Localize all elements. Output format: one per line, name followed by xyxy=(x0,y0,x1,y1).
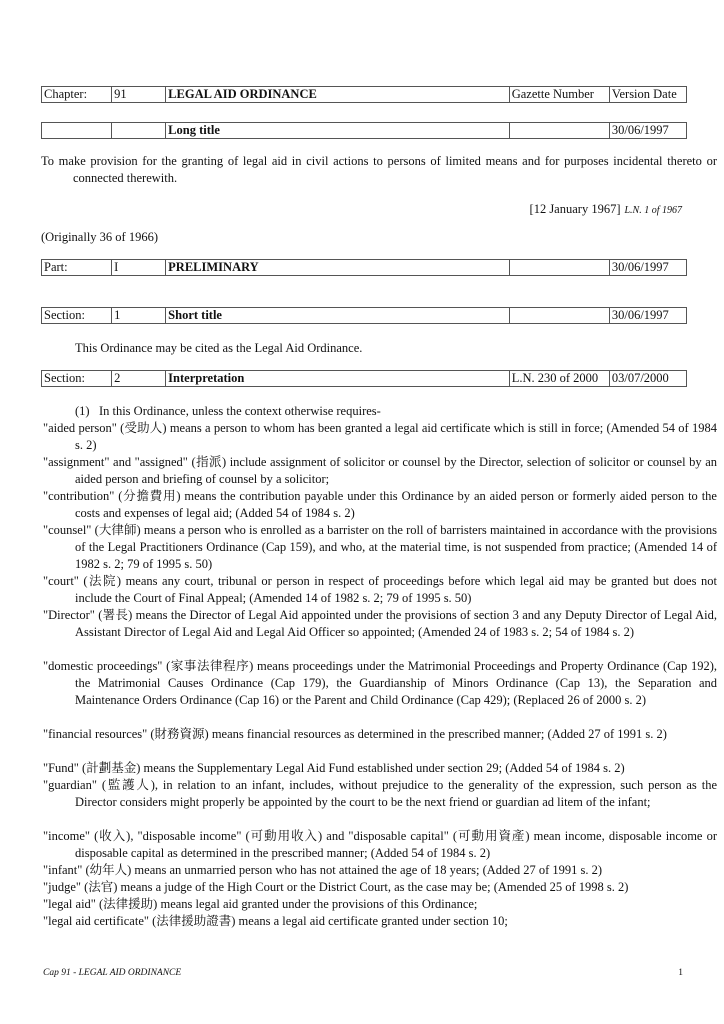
ordinance-title: LEGAL AID ORDINANCE xyxy=(166,87,510,103)
long-title-label xyxy=(42,123,112,139)
definition-guardian: "guardian" (監護人), in relation to an infant, includes, without prejudice to the generality of the expression, such person as the Director considers might properly be appointed by the court to be the next friend or guardian ad litem of the infant; xyxy=(43,778,717,809)
definition-fund: "Fund" (計劃基金) means the Supplementary Legal Aid Fund established under section 29; (Added 54 of 1984 s. 2) xyxy=(43,761,625,775)
long-title-text: To make provision for the granting of legal aid in civil actions to persons of limited means and for purposes incidental thereto or connected therewith. xyxy=(41,154,717,185)
long-title-heading: Long title xyxy=(166,123,510,139)
part-date: 30/06/1997 xyxy=(609,260,686,276)
long-title-gazette xyxy=(509,123,609,139)
definition-financial-resources: "financial resources" (財務資源) means financial resources as determined in the prescribed manner; (Added 27 of 1991 s. 2) xyxy=(43,727,667,741)
definition-director: "Director" (署長) means the Director of Legal Aid appointed under the provisions of section 3 and any Deputy Director of Legal Aid, Assistant Director of Legal Aid and Legal Aid Officer so appointed; (Amended 24 of 1983 s. 2; 54 of 1984 s. 2) xyxy=(43,608,717,639)
section2-gazette: L.N. 230 of 2000 xyxy=(509,371,609,387)
long-title-table xyxy=(41,122,687,139)
section1-date: 30/06/1997 xyxy=(609,308,686,324)
section1-number: 1 xyxy=(112,308,166,324)
section2-label: Section: xyxy=(42,371,112,387)
section2-title: Interpretation xyxy=(166,371,510,387)
definition-court: "court" (法院) means any court, tribunal or person in respect of proceedings before which legal aid may be granted but does not include the Court of Final Appeal; (Amended 14 of 1982 s. 2; 79 of 1995 s. 50) xyxy=(43,574,717,605)
commencement-ln: L.N. 1 of 1967 xyxy=(624,205,682,216)
part-gazette xyxy=(509,260,609,276)
section1-table xyxy=(41,307,687,324)
section2-date: 03/07/2000 xyxy=(609,371,686,387)
version-date-header: Version Date xyxy=(609,87,686,103)
section1-label: Section: xyxy=(42,308,112,324)
chapter-label: Chapter: xyxy=(42,87,112,103)
definition-infant: "infant" (幼年人) means an unmarried person who has not attained the age of 18 years; (Added 27 of 1991 s. 2) xyxy=(43,863,603,877)
definition-domestic-proceedings: "domestic proceedings" (家事法律程序) means proceedings under the Matrimonial Proceedings and Property Ordinance (Cap 192), the Matrimonial Causes Ordinance (Cap 179), the Guardianship of Minors Ordinance (Cap 13), the Separation and Maintenance Orders Ordinance (Cap 16) or the Parent and Child Ordinance (Cap 429); (Replaced 26 of 2000 s. 2) xyxy=(43,659,717,707)
section2-intro: (1) In this Ordinance, unless the context otherwise requires- xyxy=(75,404,381,418)
definition-legal-aid-certificate: "legal aid certificate" (法律援助證書) means a legal aid certificate granted under section 10; xyxy=(43,914,508,928)
part-table xyxy=(41,259,687,276)
definition-counsel: "counsel" (大律師) means a person who is enrolled as a barrister on the roll of barristers maintained in accordance with the provisions of the Legal Practitioners Ordinance (Cap 159), and who, at the material time, is not suspended from practice; (Amended 14 of 1982 s. 2; 79 of 1995 s. 50) xyxy=(43,523,717,571)
section1-gazette xyxy=(509,308,609,324)
gazette-number-header: Gazette Number xyxy=(509,87,609,103)
commencement-date: [12 January 1967] xyxy=(529,202,621,216)
chapter-number: 91 xyxy=(112,87,166,103)
footer-title: Cap 91 - LEGAL AID ORDINANCE xyxy=(43,968,182,978)
chapter-header-table xyxy=(41,86,687,103)
part-number: I xyxy=(112,260,166,276)
page-number: 1 xyxy=(678,968,683,978)
commencement xyxy=(530,202,682,217)
section2-number: 2 xyxy=(112,371,166,387)
section1-text: This Ordinance may be cited as the Legal Aid Ordinance. xyxy=(75,341,363,355)
definition-legal-aid: "legal aid" (法律援助) means legal aid granted under the provisions of this Ordinance; xyxy=(43,897,478,911)
section1-title: Short title xyxy=(166,308,510,324)
definition-judge: "judge" (法官) means a judge of the High Court or the District Court, as the case may be; (Amended 25 of 1998 s. 2) xyxy=(43,880,629,894)
long-title-number xyxy=(112,123,166,139)
page-footer xyxy=(43,968,683,978)
definition-aided-person: "aided person" (受助人) means a person to whom has been granted a legal aid certificate which is still in force; (Amended 54 of 1984 s. 2) xyxy=(43,421,717,452)
definition-assignment: "assignment" and "assigned" (指派) include assignment of solicitor or counsel by the Director, selection of solicitor or counsel by an aided person and briefing of counsel by a solicitor; xyxy=(43,455,717,486)
long-title-date: 30/06/1997 xyxy=(609,123,686,139)
section2-table xyxy=(41,370,687,387)
definition-contribution: "contribution" (分擔費用) means the contribution payable under this Ordinance by an aided person or formerly aided person to the costs and expenses of legal aid; (Added 54 of 1984 s. 2) xyxy=(43,489,717,520)
originally-note: (Originally 36 of 1966) xyxy=(41,230,158,244)
part-title: PRELIMINARY xyxy=(166,260,510,276)
part-label: Part: xyxy=(42,260,112,276)
definition-income: "income" (收入), "disposable income" (可動用收入) and "disposable capital" (可動用資產) mean income, disposable income or disposable capital as determined in the prescribed manner; (Added 54 of 1984 s. 2) xyxy=(43,829,717,860)
